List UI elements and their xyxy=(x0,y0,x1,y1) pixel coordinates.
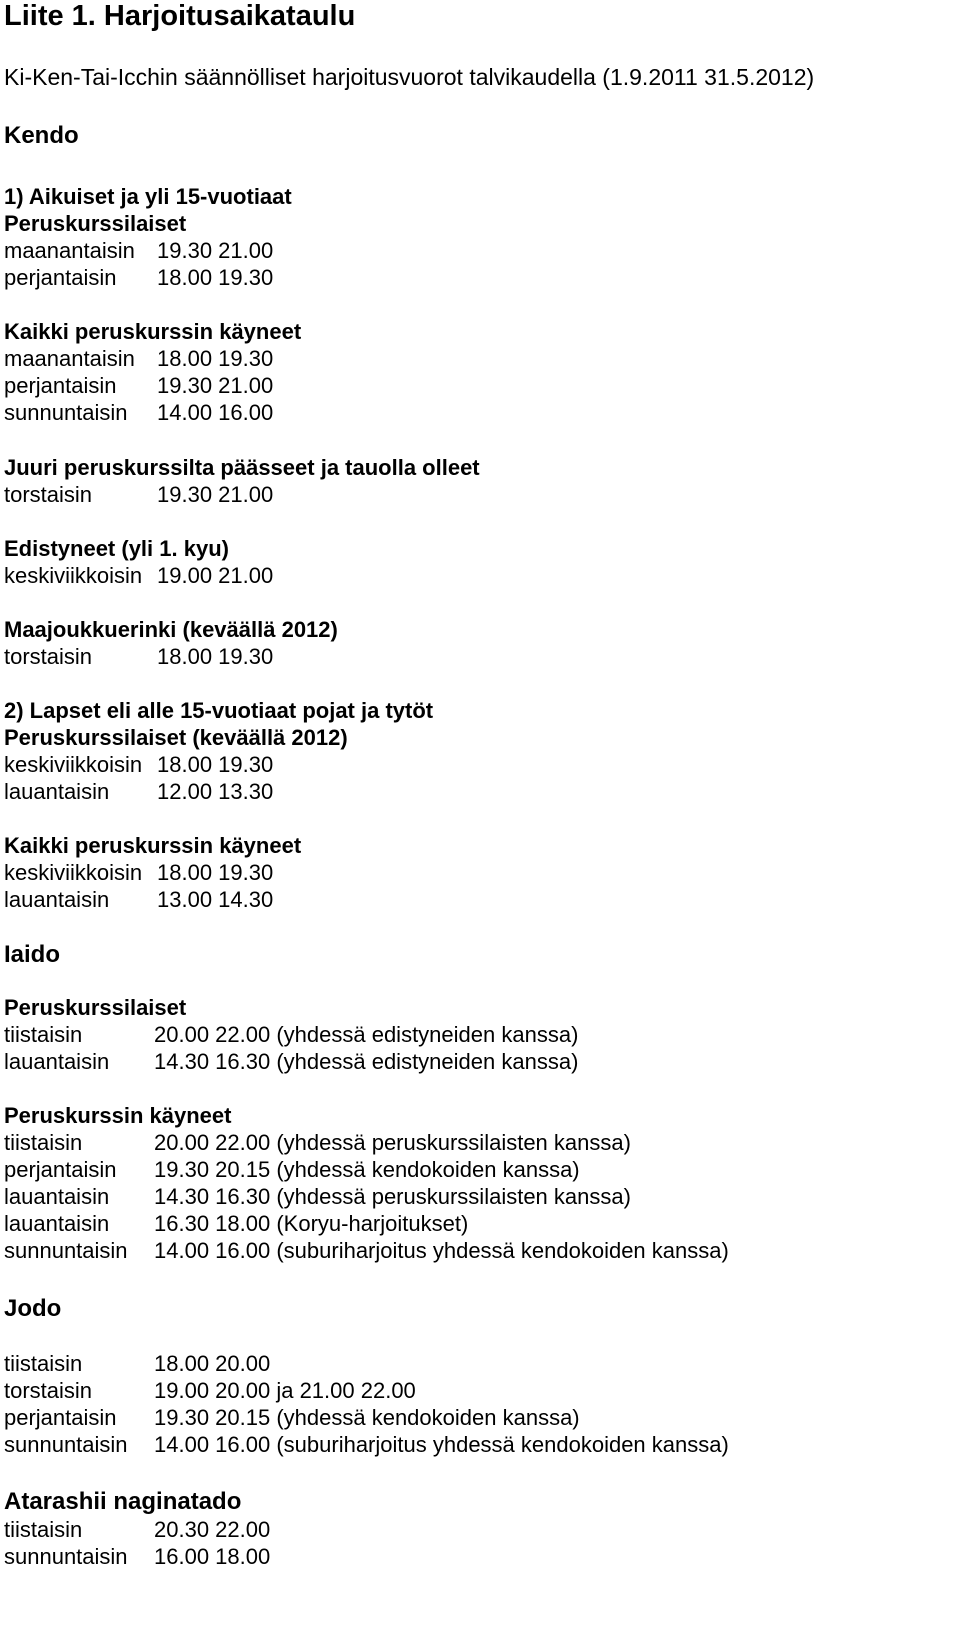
schedule-row xyxy=(4,779,274,805)
day-label: tiistaisin xyxy=(4,1351,83,1376)
day-label: lauantaisin xyxy=(4,1184,110,1209)
adults-beginners-label: Peruskurssilaiset xyxy=(4,211,187,236)
time-label: 14.30 16.30 (yhdessä edistyneiden kanssa) xyxy=(154,1049,579,1074)
day-label: perjantaisin xyxy=(4,1405,117,1430)
time-label: 19.00 20.00 ja 21.00 22.00 xyxy=(154,1378,416,1403)
schedule-row xyxy=(4,1211,469,1237)
day-label: perjantaisin xyxy=(4,1157,117,1182)
time-label: 19.30 21.00 xyxy=(157,373,274,398)
day-label: tiistaisin xyxy=(4,1130,83,1155)
iaido-beginners-label: Peruskurssilaiset xyxy=(4,995,187,1020)
day-label: maanantaisin xyxy=(4,346,135,371)
time-label: 19.30 21.00 xyxy=(157,238,274,263)
adults-advanced-label: Edistyneet (yli 1. kyu) xyxy=(4,536,229,561)
day-label: torstaisin xyxy=(4,482,93,507)
schedule-row xyxy=(4,752,274,778)
day-label: keskiviikkoisin xyxy=(4,752,143,777)
time-label: 14.00 16.00 (suburiharjoitus yhdessä kendokoiden kanssa) xyxy=(154,1432,729,1457)
time-label: 19.30 20.15 (yhdessä kendokoiden kanssa) xyxy=(154,1157,580,1182)
schedule-row xyxy=(4,1130,631,1156)
adults-returning-label: Juuri peruskurssilta päässeet ja tauolla olleet xyxy=(4,455,480,480)
time-label: 20.00 22.00 (yhdessä peruskurssilaisten kanssa) xyxy=(154,1130,631,1155)
children-beginners-label: Peruskurssilaiset (keväällä 2012) xyxy=(4,725,348,750)
day-label: perjantaisin xyxy=(4,373,117,398)
time-label: 12.00 13.30 xyxy=(157,779,274,804)
day-label: perjantaisin xyxy=(4,265,117,290)
page-title: Liite 1. Harjoitusaikataulu xyxy=(4,0,356,32)
schedule-row xyxy=(4,1351,271,1377)
day-label: torstaisin xyxy=(4,644,93,669)
adults-completed-label: Kaikki peruskurssin käyneet xyxy=(4,319,302,344)
time-label: 13.00 14.30 xyxy=(157,887,274,912)
schedule-row xyxy=(4,265,274,291)
day-label: tiistaisin xyxy=(4,1022,83,1047)
day-label: lauantaisin xyxy=(4,1049,110,1074)
section-heading-kendo: Kendo xyxy=(4,122,79,149)
iaido-completed-label: Peruskurssin käyneet xyxy=(4,1103,232,1128)
schedule-row xyxy=(4,1022,579,1048)
children-heading: 2) Lapset eli alle 15-vuotiaat pojat ja tytöt xyxy=(4,698,434,723)
time-label: 18.00 20.00 xyxy=(154,1351,271,1376)
adults-team-label: Maajoukkuerinki (keväällä 2012) xyxy=(4,617,338,642)
time-label: 18.00 19.30 xyxy=(157,265,274,290)
day-label: sunnuntaisin xyxy=(4,400,128,425)
day-label: sunnuntaisin xyxy=(4,1544,128,1569)
section-heading-naginata: Atarashii naginatado xyxy=(4,1488,242,1515)
day-label: keskiviikkoisin xyxy=(4,860,143,885)
schedule-row xyxy=(4,400,274,426)
time-label: 18.00 19.30 xyxy=(157,752,274,777)
adults-heading: 1) Aikuiset ja yli 15-vuotiaat xyxy=(4,184,292,209)
day-label: maanantaisin xyxy=(4,238,135,263)
schedule-row xyxy=(4,1517,271,1543)
time-label: 20.30 22.00 xyxy=(154,1517,271,1542)
schedule-row xyxy=(4,373,274,399)
schedule-row xyxy=(4,1405,580,1431)
time-label: 18.00 19.30 xyxy=(157,346,274,371)
schedule-row xyxy=(4,1378,416,1404)
schedule-row xyxy=(4,563,274,589)
day-label: tiistaisin xyxy=(4,1517,83,1542)
time-label: 18.00 19.30 xyxy=(157,644,274,669)
day-label: lauantaisin xyxy=(4,779,110,804)
time-label: 19.30 21.00 xyxy=(157,482,274,507)
time-label: 19.30 20.15 (yhdessä kendokoiden kanssa) xyxy=(154,1405,580,1430)
time-label: 14.30 16.30 (yhdessä peruskurssilaisten kanssa) xyxy=(154,1184,631,1209)
schedule-row xyxy=(4,1544,271,1570)
day-label: lauantaisin xyxy=(4,887,110,912)
time-label: 20.00 22.00 (yhdessä edistyneiden kanssa) xyxy=(154,1022,579,1047)
schedule-row xyxy=(4,1049,579,1075)
page-subtitle: Ki-Ken-Tai-Icchin säännölliset harjoitusvuorot talvikaudella (1.9.2011 31.5.2012) xyxy=(4,64,815,90)
day-label: torstaisin xyxy=(4,1378,93,1403)
schedule-row xyxy=(4,1157,580,1183)
time-label: 14.00 16.00 xyxy=(157,400,274,425)
day-label: sunnuntaisin xyxy=(4,1432,128,1457)
schedule-row xyxy=(4,238,274,264)
day-label: sunnuntaisin xyxy=(4,1238,128,1263)
time-label: 18.00 19.30 xyxy=(157,860,274,885)
day-label: keskiviikkoisin xyxy=(4,563,143,588)
time-label: 14.00 16.00 (suburiharjoitus yhdessä kendokoiden kanssa) xyxy=(154,1238,729,1263)
section-heading-iaido: Iaido xyxy=(4,941,61,968)
schedule-row xyxy=(4,482,274,508)
schedule-row xyxy=(4,1238,729,1264)
schedule-row xyxy=(4,1184,631,1210)
time-label: 16.30 18.00 (Koryu-harjoitukset) xyxy=(154,1211,469,1236)
schedule-row xyxy=(4,1432,729,1458)
time-label: 16.00 18.00 xyxy=(154,1544,271,1569)
schedule-row xyxy=(4,887,274,913)
schedule-row xyxy=(4,860,274,886)
time-label: 19.00 21.00 xyxy=(157,563,274,588)
schedule-row xyxy=(4,644,274,670)
day-label: lauantaisin xyxy=(4,1211,110,1236)
children-completed-label: Kaikki peruskurssin käyneet xyxy=(4,833,302,858)
section-heading-jodo: Jodo xyxy=(4,1295,62,1322)
schedule-row xyxy=(4,346,274,372)
